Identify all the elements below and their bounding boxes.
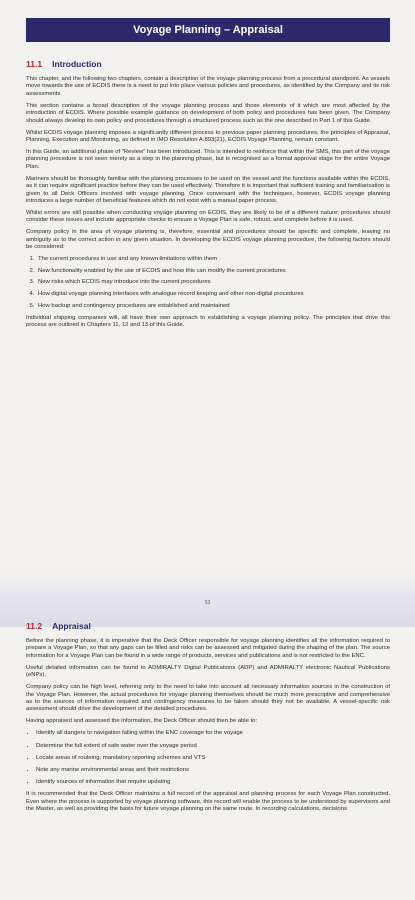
list-item: 4. How digital voyage planning interfaces with analogue record keeping and other non-digital procedures [36,291,390,298]
page-top [26,18,390,334]
paragraph: Having appraised and assessed the information, the Deck Officer should then be able to: [26,718,258,725]
paragraph: This chapter, and the following two chapters, contain a description of the voyage planning process from a procedural standpoint. As vessels move towards the use of ECDIS there is a need to put into place various policies and procedures, as identified by the Company and its risk assessments. [26,76,390,97]
paragraph: Mariners should be thoroughly familiar with the planning processes to be used on the vessel and the functions available within the ECDIS, as it can require significant practice before they can be used effectively. Therefore it is important that sufficient training and familiarisation is given to all Deck Officers involved with voyage planning. Once conversant with the techniques, however, ECDIS voyage planning introduces a large number of beneficial features which do not exist with a manual paper process. [26,175,390,205]
paragraph: Whilst ECDIS voyage planning imposes a significantly different process to previous paper planning procedures, the principles of Appraisal, Planning, Execution and Monitoring, as defined in IMO Resolution A.893(21), ECDIS Voyage Planning, remain constant. [26,129,390,144]
section-heading-introduction [26,58,390,70]
paragraph: In this Guide, an additional phase of "Review" has been introduced. This is intended to reinforce that within the SMS, this part of the voyage planning procedure is not seen merely as a step in the planning phase, but is recognised as a formal approval stage for the entire Voyage Plan. [26,149,390,170]
list-item: • Note any marine environmental areas and their restrictions [36,767,390,774]
section-title: Introduction [52,59,102,69]
chapter-banner: Voyage Planning – Appraisal [26,18,390,42]
list-item: • Identify sources of information that require updating [36,779,390,786]
paragraph: Company policy in the area of voyage planning is, therefore, essential and procedures should be specific and complete, leaving no ambiguity as to the correct action in any given situation. In developing the ECDIS voyage planning procedure, the following factors should be considered: [26,229,390,251]
paragraph: Useful detailed information can be found in ADMIRALTY Digital Publications (ADP) and ADMIRALTY electronic Nautical Publications (eNPs). [26,664,390,679]
section-number: 11.2 [26,621,43,631]
section-heading-appraisal [26,620,390,632]
factors-list [26,256,390,310]
list-item: • Identify all dangers to navigation falling within the ENC coverage for the voyage [36,730,390,737]
section-number: 11.1 [26,59,43,69]
paragraph: It is recommended that the Deck Officer maintains a full record of the appraisal and planning process for each Voyage Plan constructed. Even where the process is supported by voyage planning software, this record will enable the process to be understood by supervisors and the Master, as well as providing the basis for future voyage planning on the same route. In recording calculations, decisions [26,791,390,813]
list-item: 5. How backup and contingency procedures are established and maintained [36,303,390,310]
list-item: 3. New risks which ECDIS may introduce into the current procedures [36,279,390,286]
list-item: 1. The current procedures in use and any known limitations within them [36,256,390,263]
paragraph: Before the planning phase, it is imperative that the Deck Officer responsible for voyage planning identifies all the information required to prepare a Voyage Plan, so that any gaps can be filled and risks can be assessed and mitigated during the shaping of the plan. The source information for a Voyage Plan can be found in a wide range of products, services and publications and is not restricted to the ENC. [26,638,390,659]
list-item: • Determine the full extent of safe water over the voyage period [36,743,390,750]
page-bottom [26,620,390,818]
list-item: • Locate areas of routeing, mandatory reporting schemes and VTS [36,755,390,762]
paragraph: Company policy can be high level, referring only to the need to take into account all necessary information sources in the construction of the Voyage Plan. However, the actual procedures for voyage planning themselves should be much more prescriptive and comprehensive as to the sources of information required and contingency measures to be taken should they not be available. A vessel-specific risk assessment should drive the development of the detailed procedures. [26,684,390,713]
page-number: 53 [204,600,211,606]
paragraph: Whilst errors are still possible when conducting voyage planning on ECDIS, they are likely to be of a different nature; procedures should consider these issues and include appropriate checks to ensure a Voyage Plan is safe, robust, and complete before it is used. [26,210,390,224]
list-item: 2. New functionality enabled by the use of ECDIS and how this can modify the current procedures [36,268,390,275]
paragraph: This section contains a broad description of the voyage planning process and those elements of it which are most affected by the introduction of ECDIS. Where possible example guidance on development of both policy and procedures has been given. The Company should always develop its own policy and procedures through a structured process such as the one described in Part 1 of this Guide. [26,102,390,124]
section-title: Appraisal [52,621,91,631]
abilities-list [26,730,390,786]
paragraph: Individual shipping companies will, all have their own approach to establishing a voyage planning policy. The principles that drive this process are outlined in Chapters 11, 12 and 13 of this Guide. [26,314,390,329]
